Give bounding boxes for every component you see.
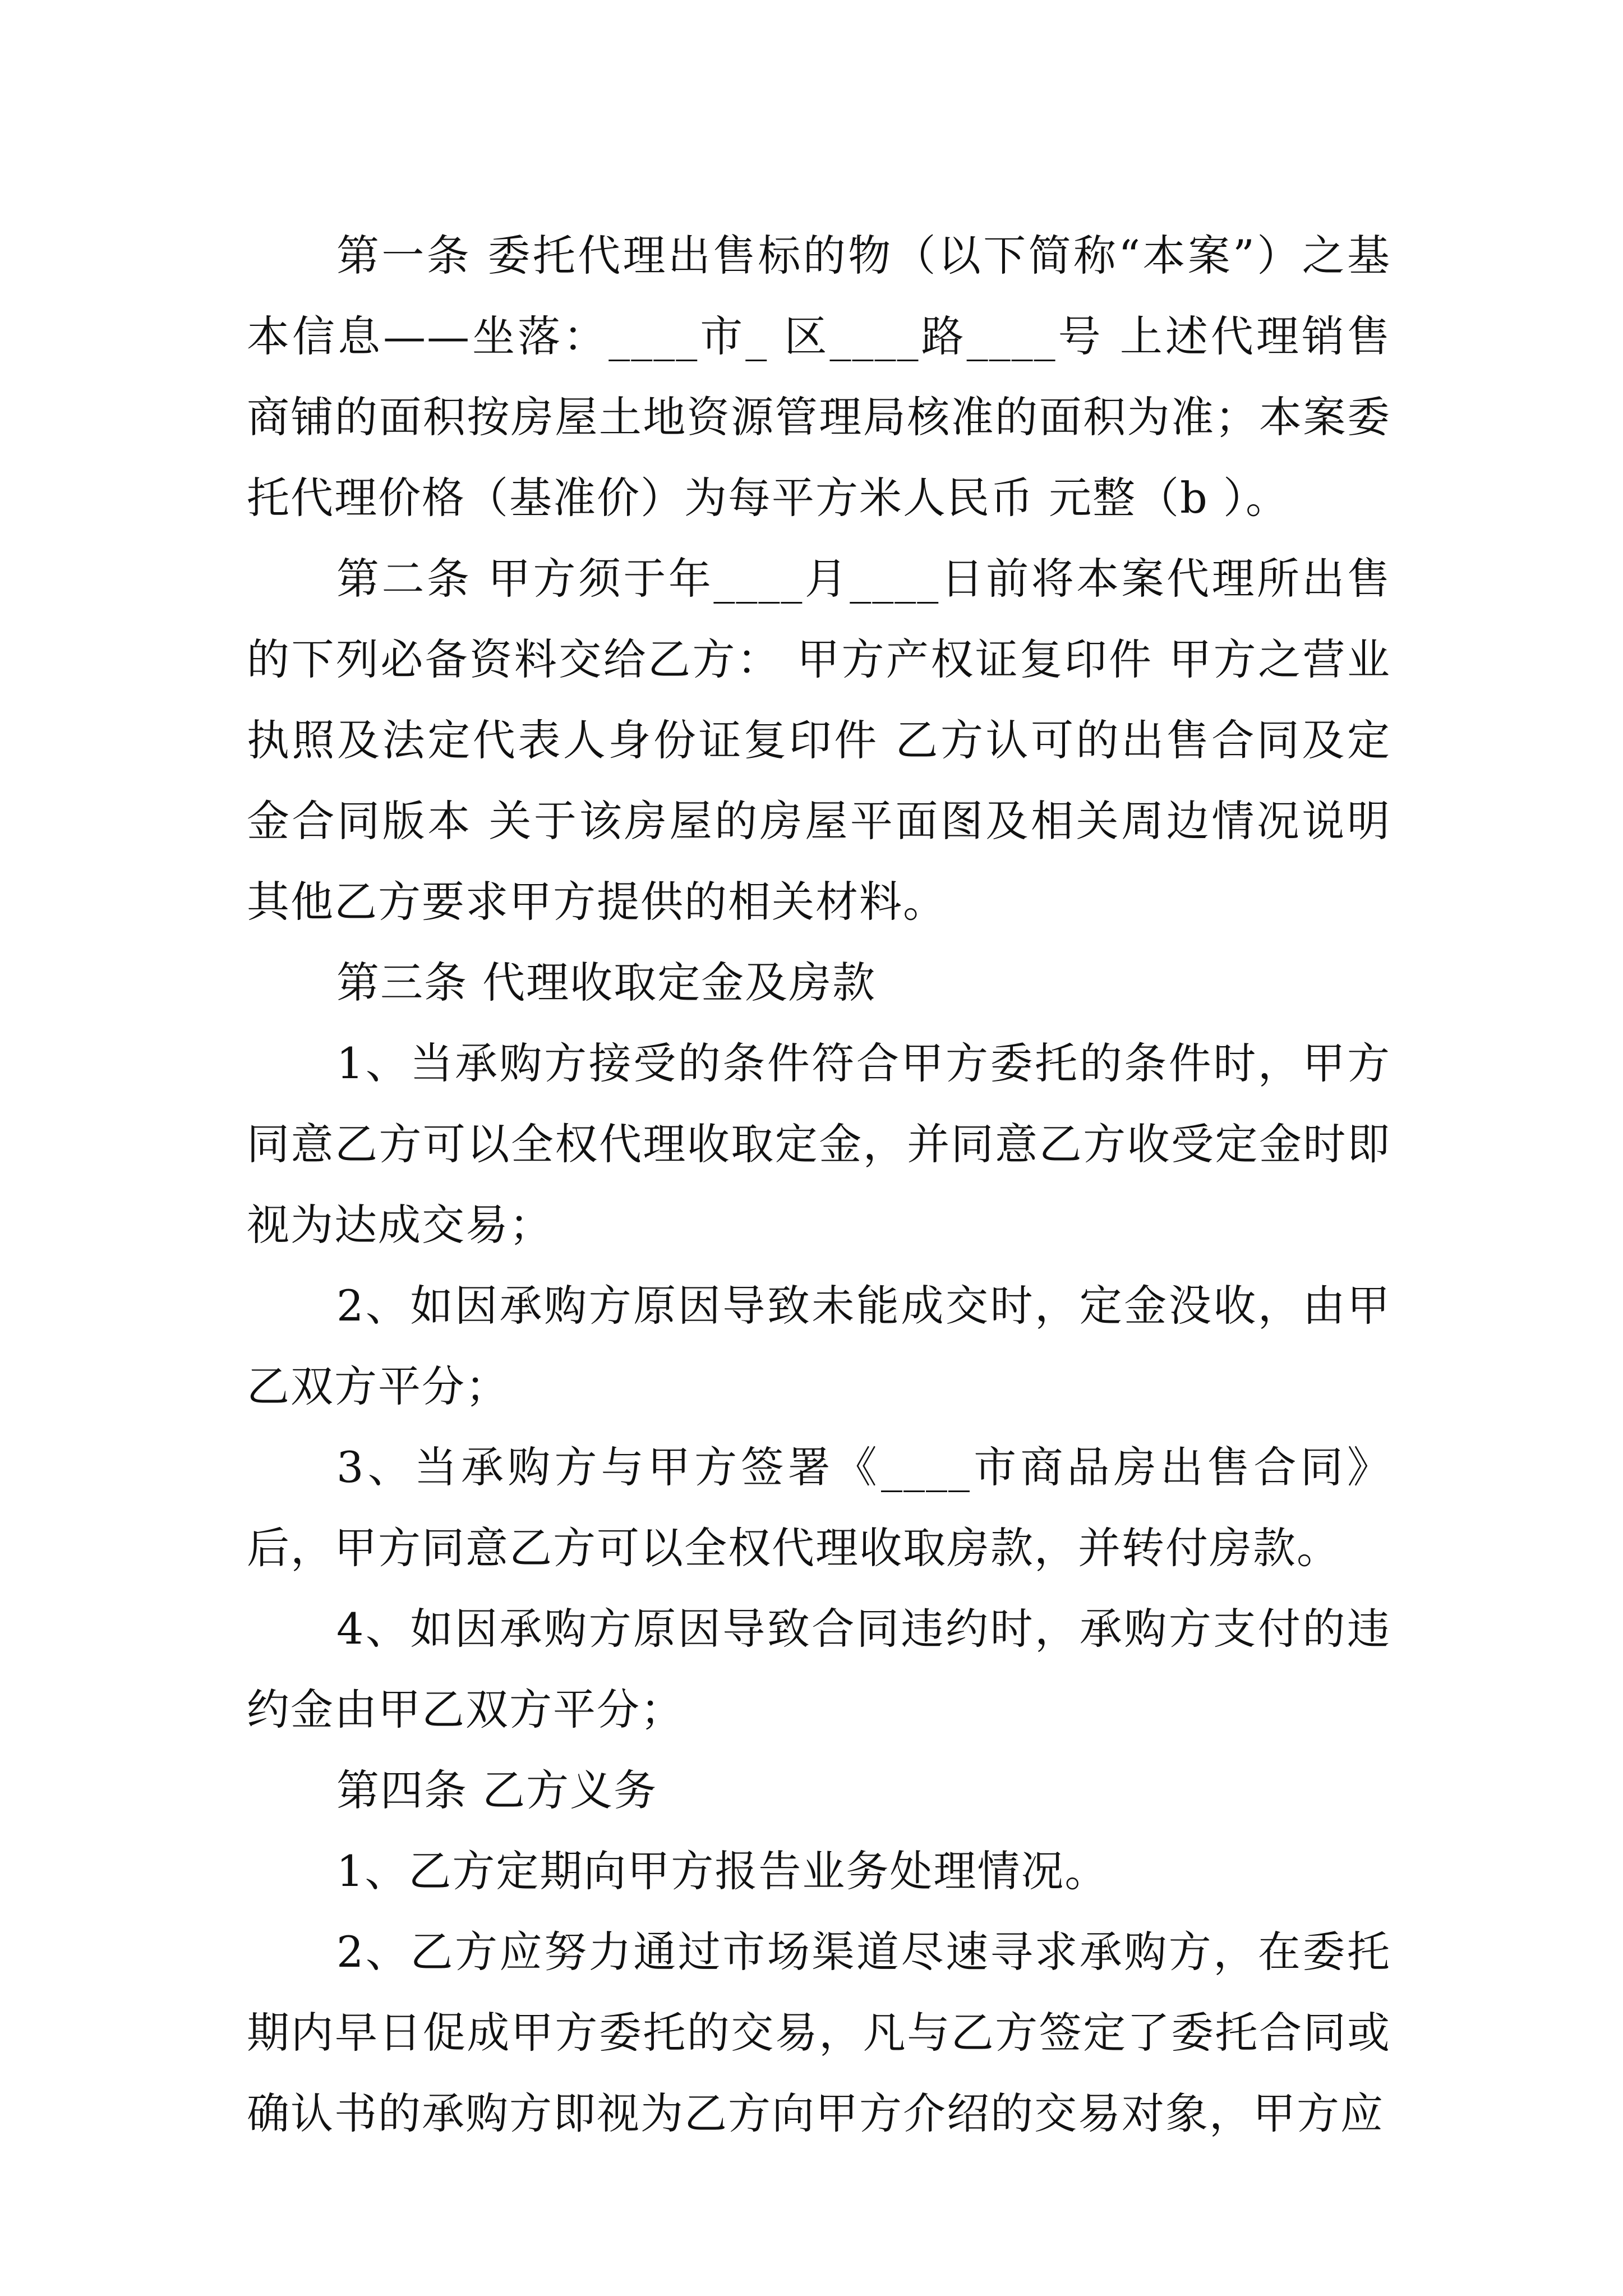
- article-3-heading: 第三条 代理收取定金及房款: [336, 958, 877, 1007]
- document-body: [247, 215, 1406, 2154]
- article-3-clause-2: 2、如因承购方原因导致未能成交时，定金没收，由甲乙双方平分；: [247, 1281, 1391, 1411]
- article-4-clause-1: 1、乙方定期向甲方报告业务处理情况。: [336, 1846, 1109, 1896]
- article-3-clause-3: 3、当承购方与甲方签署《____市商品房出售合同》后，甲方同意乙方可以全权代理收取房款，并转付房款。: [247, 1442, 1391, 1573]
- article-1-paragraph: 第一条 委托代理出售标的物（以下简称“本案”）之基本信息——坐落：____市_ 区____路____号 上述代理销售商铺的面积按房屋土地资源管理局核准的面积为准；本案委托代理价格（基准价）为每平方米人民币 元整（b ）。: [247, 231, 1391, 523]
- article-2-paragraph: 第二条 甲方须于年____月____日前将本案代理所出售的下列必备资料交给乙方： 甲方产权证复印件 甲方之营业执照及法定代表人身份证复印件 乙方认可的出售合同及定金合同版本 关于该房屋的房屋平面图及相关周边情况说明 其他乙方要求甲方提供的相关材料。: [247, 554, 1406, 927]
- article-4-heading: 第四条 乙方义务: [336, 1765, 658, 1815]
- article-4-clause-2: 2、乙方应努力通过市场渠道尽速寻求承购方，在委托期内早日促成甲方委托的交易，凡与乙方签定了委托合同或确认书的承购方即视为乙方向甲方介绍的交易对象，甲方应: [247, 1927, 1391, 2138]
- article-3-clause-1: 1、当承购方接受的条件符合甲方委托的条件时，甲方同意乙方可以全权代理收取定金，并同意乙方收受定金时即视为达成交易；: [247, 1038, 1391, 1250]
- article-3-clause-4: 4、如因承购方原因导致合同违约时，承购方支付的违约金由甲乙双方平分；: [247, 1604, 1391, 1734]
